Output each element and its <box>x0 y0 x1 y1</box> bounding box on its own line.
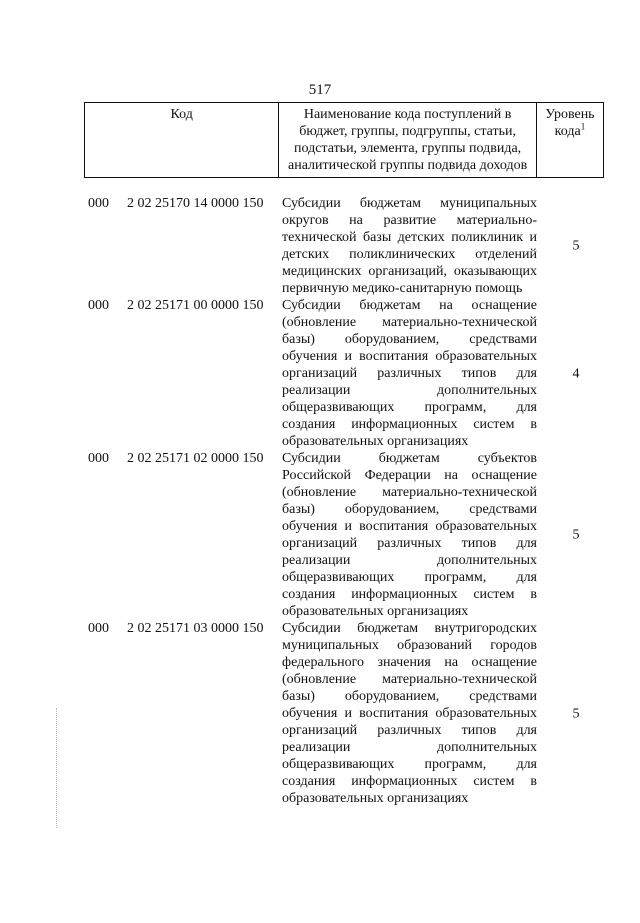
row-level: 5 <box>572 706 580 721</box>
page-number: 517 <box>308 82 332 98</box>
column-header-table <box>84 102 604 178</box>
table-row <box>0 620 640 807</box>
header-name: Наименование кода поступлений в бюджет, группы, подгруппы, статьи, подстатьи, элемента, группы подвида, аналитической группы подвида доходов <box>279 103 536 178</box>
header-code: Код <box>85 103 279 178</box>
header-level-text: Уровень кода <box>545 107 595 139</box>
row-level: 5 <box>572 238 580 254</box>
row-name: Субсидии бюджетам муниципальных округов на развитие материально-технической базы детских поликлиник и детских поликлинических отделений медицинских организаций, оказывающих первичную медико-санитарную помощь <box>282 196 537 296</box>
row-code: 2 02 25171 03 0000 150 <box>127 621 264 636</box>
row-name: Субсидии бюджетам субъектов Российской Федерации на оснащение (обновление материально-технической базы) оборудованием, средствами обучения и воспитания образовательных организаций различных типов для реализации дополнительных общеразвивающих программ, для создания информационных систем в образовательных организациях <box>282 451 537 619</box>
table-row <box>0 297 640 450</box>
row-prefix: 000 <box>88 298 109 313</box>
row-prefix: 000 <box>88 196 109 211</box>
row-name: Субсидии бюджетам на оснащение (обновление материально-технической базы) оборудованием, средствами обучения и воспитания образовательных организаций различных типов для реализации дополнительных общеразвивающих программ, для создания информационных систем в образовательных организациях <box>282 298 537 449</box>
row-name: Субсидии бюджетам внутригородских муниципальных образований городов федерального значения на оснащение (обновление материально-технической базы) оборудованием, средствами обучения и воспитания образовательных организаций различных типов для реализации дополнительных общеразвивающих программ, для создания информационных систем в образовательных организациях <box>282 621 537 806</box>
row-code: 2 02 25170 14 0000 150 <box>127 196 264 211</box>
table-row <box>0 450 640 620</box>
row-code: 2 02 25171 00 0000 150 <box>127 298 264 313</box>
header-level <box>536 103 603 178</box>
row-level: 5 <box>572 527 580 543</box>
income-code-list <box>0 195 640 807</box>
header-level-footnote: 1 <box>580 121 586 132</box>
row-prefix: 000 <box>88 451 109 466</box>
row-prefix: 000 <box>88 621 109 636</box>
table-row <box>0 195 640 297</box>
scan-margin-mark <box>56 708 58 828</box>
row-level: 4 <box>572 366 580 381</box>
row-code: 2 02 25171 02 0000 150 <box>127 451 264 466</box>
